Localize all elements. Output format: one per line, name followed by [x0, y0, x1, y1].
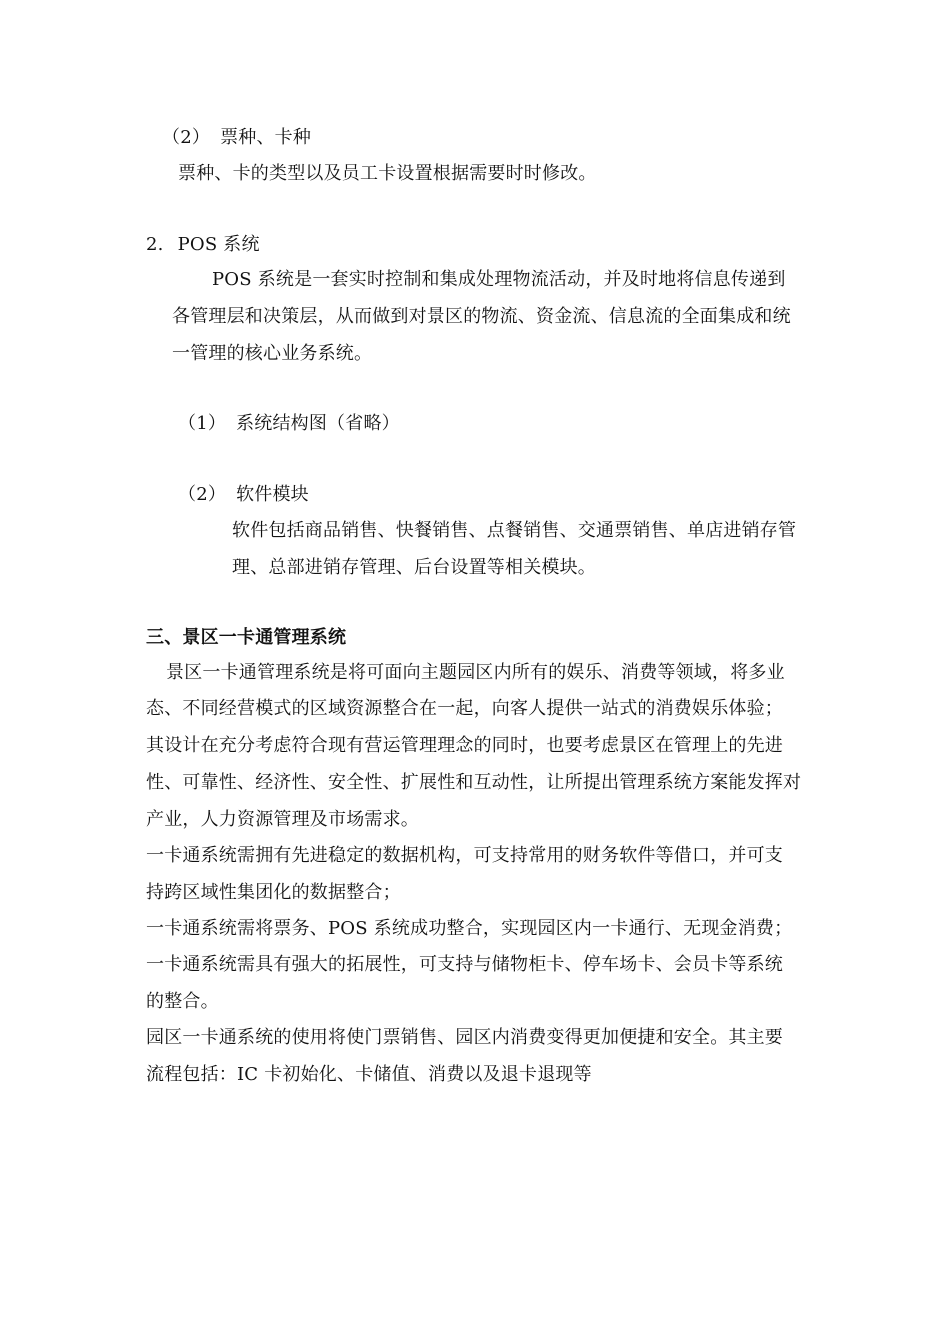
card-line-1: 景区一卡通管理系统是将可面向主题园区内所有的娱乐、消费等领域，将多业: [166, 662, 785, 683]
card-line-10: 的整合。: [146, 991, 219, 1012]
card-line-3: 其设计在充分考虑符合现有营运管理理念的同时，也要考虑景区在管理上的先进: [146, 735, 783, 756]
card-line-2: 态、不同经营模式的区域资源整合在一起，向客人提供一站式的消费娱乐体验；: [146, 698, 783, 719]
pos-section-number: 2.: [146, 234, 164, 255]
pos-paragraph-line-1: POS 系统是一套实时控制和集成处理物流活动，并及时地将信息传递到: [212, 269, 786, 290]
pos-item2-body-line-1: 软件包括商品销售、快餐销售、点餐销售、交通票销售、单店进销存管: [232, 520, 797, 541]
card-line-6: 一卡通系统需拥有先进稳定的数据机构，可支持常用的财务软件等借口，并可支: [146, 845, 783, 866]
card-line-8: 一卡通系统需将票务、POS 系统成功整合，实现园区内一卡通行、无现金消费；: [146, 918, 793, 939]
pos-section-heading: [146, 233, 260, 257]
card-line-11: 园区一卡通系统的使用将使门票销售、园区内消费变得更加便捷和安全。其主要: [146, 1027, 783, 1048]
pos-paragraph-line-2: 各管理层和决策层，从而做到对景区的物流、资金流、信息流的全面集成和统: [172, 306, 791, 327]
ticket-item-body: 票种、卡的类型以及员工卡设置根据需要时时修改。: [178, 163, 597, 184]
pos-item2-title: 软件模块: [236, 484, 309, 505]
card-line-9: 一卡通系统需具有强大的拓展性，可支持与储物柜卡、停车场卡、会员卡等系统: [146, 954, 783, 975]
card-line-4: 性、可靠性、经济性、安全性、扩展性和互动性，让所提出管理系统方案能发挥对: [146, 772, 802, 793]
card-line-12: 流程包括：IC 卡初始化、卡储值、消费以及退卡退现等: [146, 1064, 592, 1085]
pos-item2-heading: [178, 483, 309, 507]
card-section-heading: 三、景区一卡通管理系统: [146, 627, 347, 648]
pos-item2-body-line-2: 理、总部进销存管理、后台设置等相关模块。: [232, 557, 596, 578]
pos-item1-heading: [178, 412, 400, 436]
card-line-7: 持跨区域性集团化的数据整合；: [146, 882, 401, 903]
pos-item1-title: 系统结构图（省略）: [236, 413, 400, 434]
ticket-item-heading: [162, 126, 311, 150]
pos-section-title: POS 系统: [177, 234, 260, 255]
pos-item2-number: （2）: [178, 484, 227, 505]
ticket-item-title: 票种、卡种: [220, 127, 312, 148]
pos-paragraph-line-3: 一管理的核心业务系统。: [172, 343, 373, 364]
pos-item1-number: （1）: [178, 413, 227, 434]
card-line-5: 产业，人力资源管理及市场需求。: [146, 809, 419, 830]
ticket-item-number: （2）: [162, 127, 211, 148]
